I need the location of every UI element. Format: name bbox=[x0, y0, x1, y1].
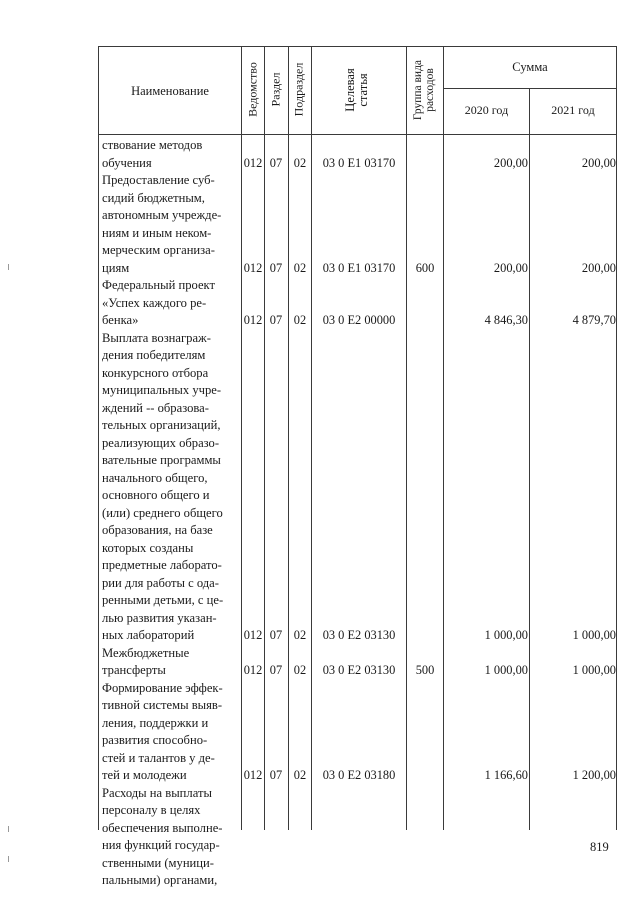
header-razdel: Раздел bbox=[268, 72, 283, 107]
row-podrazdel: 02 bbox=[293, 628, 307, 642]
row-name-cell bbox=[102, 645, 236, 680]
margin-mark bbox=[8, 826, 9, 832]
header-podrazdel: Подраздел bbox=[291, 62, 306, 117]
row-name-line: пальными) органами, bbox=[102, 873, 218, 887]
row-name-cell bbox=[102, 785, 236, 890]
row-name-line: «Успех каждого ре- bbox=[102, 295, 207, 310]
row-name-line: предметные лаборато- bbox=[102, 558, 222, 572]
col-border-left bbox=[98, 46, 99, 830]
row-name-line: начального общего, bbox=[102, 470, 208, 485]
row-name-line: обучения bbox=[102, 155, 152, 170]
row-name-line: Расходы на выплаты bbox=[102, 785, 212, 800]
row-name-line: реализующих образо- bbox=[102, 435, 220, 450]
row-name-line: конкурсного отбора bbox=[102, 365, 209, 380]
table-top-border bbox=[98, 46, 616, 47]
row-vedomstvo: 012 bbox=[243, 768, 263, 782]
row-name-line: ниям и иным неком- bbox=[102, 225, 212, 240]
header-bottom-border bbox=[98, 134, 616, 135]
row-sum-2020: 200,00 bbox=[493, 155, 528, 170]
row-name-line: обеспечения выполне- bbox=[102, 820, 223, 835]
row-celevaya-statya: 03 0 E2 00000 bbox=[322, 313, 396, 327]
row-name-cell bbox=[102, 330, 236, 645]
row-sum-2021: 200,00 bbox=[581, 155, 616, 170]
row-podrazdel: 02 bbox=[293, 155, 307, 170]
row-name-line: мерческим организа- bbox=[102, 243, 215, 257]
row-sum-2020: 1 166,60 bbox=[484, 768, 528, 782]
row-vedomstvo: 012 bbox=[243, 628, 263, 642]
row-name-line: образования, на базе bbox=[102, 523, 213, 537]
row-name-line: муниципальных учре- bbox=[102, 383, 222, 397]
header-gruppa-line2: расходов bbox=[424, 68, 436, 112]
row-sum-2021: 1 000,00 bbox=[572, 663, 616, 677]
row-celevaya-statya: 03 0 E2 03130 bbox=[322, 628, 396, 642]
row-name-line: Формирование эффек- bbox=[102, 680, 223, 695]
row-razdel: 07 bbox=[269, 260, 283, 275]
row-podrazdel: 02 bbox=[293, 663, 307, 677]
row-celevaya-statya: 03 0 E1 03170 bbox=[322, 260, 396, 275]
row-name-line: циям bbox=[102, 260, 130, 275]
row-sum-2021: 4 879,70 bbox=[572, 313, 616, 327]
row-sum-2020: 4 846,30 bbox=[484, 313, 528, 327]
row-name-line: ждений -- образова- bbox=[102, 400, 209, 415]
header-gruppa bbox=[412, 51, 438, 129]
row-name-line: ных лабораторий bbox=[102, 628, 195, 642]
margin-mark bbox=[8, 264, 9, 270]
col-border-right bbox=[616, 46, 617, 830]
row-name-cell bbox=[102, 172, 236, 277]
row-razdel: 07 bbox=[269, 628, 283, 642]
row-name-line: стей и талантов у де- bbox=[102, 750, 215, 765]
header-year-2020: 2020 год bbox=[464, 103, 509, 117]
row-sum-2021: 1 200,00 bbox=[572, 768, 616, 782]
row-name-cell bbox=[102, 137, 236, 172]
row-name-line: бенка» bbox=[102, 313, 139, 327]
margin-mark bbox=[8, 856, 9, 862]
header-year-2021: 2021 год bbox=[551, 103, 595, 117]
row-name-line: Предоставление суб- bbox=[102, 173, 215, 187]
row-name-line: автономным учрежде- bbox=[102, 208, 222, 222]
row-name-line: Федеральный проект bbox=[102, 278, 216, 292]
header-vedomstvo: Ведомство bbox=[245, 62, 260, 117]
row-celevaya-statya: 03 0 E1 03170 bbox=[322, 155, 396, 170]
page-number: 819 bbox=[590, 840, 609, 854]
row-sum-2020: 200,00 bbox=[493, 260, 528, 275]
row-podrazdel: 02 bbox=[293, 260, 307, 275]
row-name-line: Межбюджетные bbox=[102, 645, 190, 660]
header-celevaya-line2: статья bbox=[356, 73, 370, 107]
row-gruppa-vida: 500 bbox=[415, 663, 435, 677]
row-name-line: тивной системы выяв- bbox=[102, 698, 223, 712]
row-celevaya-statya: 03 0 E2 03130 bbox=[322, 663, 396, 677]
row-name-line: развития способно- bbox=[102, 733, 208, 747]
row-name-line: тей и молодежи bbox=[102, 768, 187, 782]
row-name-line: рии для работы с ода- bbox=[102, 575, 219, 590]
row-podrazdel: 02 bbox=[293, 768, 307, 782]
row-razdel: 07 bbox=[269, 313, 283, 327]
row-podrazdel: 02 bbox=[293, 313, 307, 327]
row-vedomstvo: 012 bbox=[243, 663, 263, 677]
row-name-line: ствование методов bbox=[102, 138, 203, 152]
row-sum-2021: 200,00 bbox=[581, 260, 616, 275]
row-razdel: 07 bbox=[269, 663, 283, 677]
row-sum-2020: 1 000,00 bbox=[484, 628, 528, 642]
header-summa: Сумма bbox=[512, 60, 548, 74]
row-sum-2021: 1 000,00 bbox=[572, 628, 616, 642]
header-gruppa-line1: Группа вида bbox=[412, 59, 424, 121]
row-name-cell bbox=[102, 680, 236, 785]
col-border-cs bbox=[406, 46, 407, 830]
row-name-line: лью развития указан- bbox=[102, 610, 217, 625]
row-vedomstvo: 012 bbox=[243, 260, 263, 275]
row-name-line: трансферты bbox=[102, 663, 166, 677]
row-name-line: ния функций государ- bbox=[102, 838, 220, 852]
row-name-line: ственными (муници- bbox=[102, 855, 214, 870]
header-celevaya-line1: Целевая bbox=[343, 68, 357, 112]
row-name-line: основного общего и bbox=[102, 488, 210, 502]
row-sum-2020: 1 000,00 bbox=[484, 663, 528, 677]
row-gruppa-vida: 600 bbox=[415, 260, 435, 275]
row-name-line: которых созданы bbox=[102, 540, 194, 555]
row-name-line: тельных организаций, bbox=[102, 418, 221, 432]
row-celevaya-statya: 03 0 E2 03180 bbox=[322, 768, 396, 782]
row-razdel: 07 bbox=[269, 768, 283, 782]
row-name-line: (или) среднего общего bbox=[102, 505, 223, 520]
row-name-line: вательные программы bbox=[102, 453, 221, 467]
header-celevaya bbox=[344, 51, 372, 129]
row-name-line: ренными детьми, с це- bbox=[102, 593, 224, 607]
row-name-line: сидий бюджетным, bbox=[102, 190, 205, 205]
row-name-line: дения победителям bbox=[102, 348, 206, 362]
row-name-cell bbox=[102, 277, 236, 330]
col-border-s1 bbox=[529, 88, 530, 830]
row-vedomstvo: 012 bbox=[243, 155, 263, 170]
row-name-line: персоналу в целях bbox=[102, 803, 201, 817]
row-name-line: ления, поддержки и bbox=[102, 715, 209, 730]
row-vedomstvo: 012 bbox=[243, 313, 263, 327]
header-name: Наименование bbox=[131, 84, 209, 98]
row-razdel: 07 bbox=[269, 155, 283, 170]
row-name-line: Выплата вознаграж- bbox=[102, 330, 211, 345]
